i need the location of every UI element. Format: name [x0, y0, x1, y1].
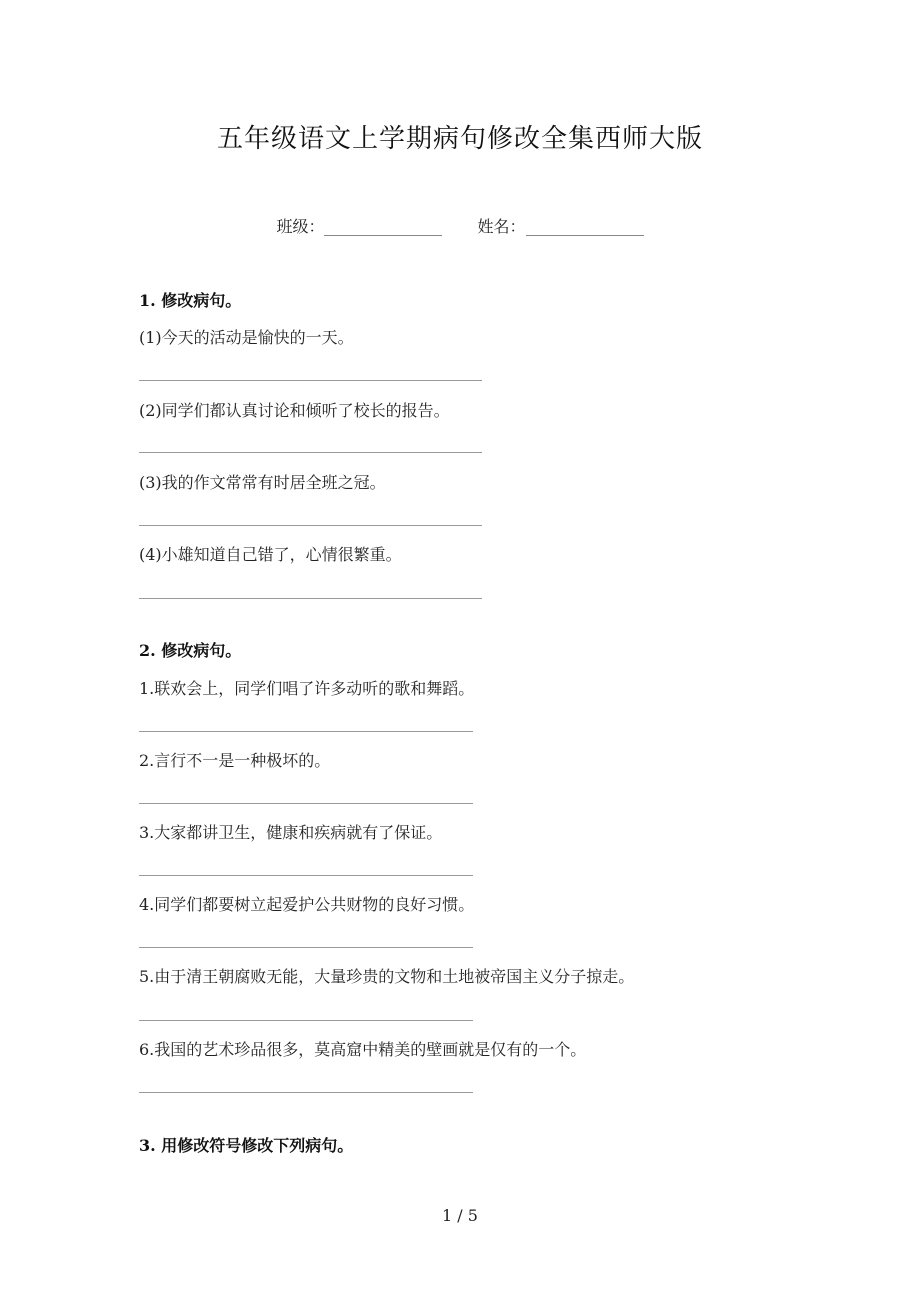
question-1-3: (3)我的作文常常有时居全班之冠。 — [139, 473, 386, 492]
answer-line-1-4[interactable] — [139, 598, 482, 599]
student-info — [0, 214, 920, 237]
page-number: 1 / 5 — [442, 1206, 478, 1225]
section-2-heading: 2. 修改病句。 — [139, 641, 242, 660]
question-1-4: (4)小雄知道自己错了，心情很繁重。 — [139, 545, 402, 564]
question-1-2: (2)同学们都认真讨论和倾听了校长的报告。 — [139, 401, 450, 420]
answer-line-2-1[interactable] — [139, 731, 473, 732]
class-blank[interactable] — [324, 219, 442, 236]
question-2-1: 1.联欢会上，同学们唱了许多动听的歌和舞蹈。 — [139, 679, 475, 698]
class-label: 班级： — [276, 217, 325, 236]
name-blank[interactable] — [526, 219, 644, 236]
answer-line-2-6[interactable] — [139, 1092, 473, 1093]
answer-line-2-5[interactable] — [139, 1020, 473, 1021]
answer-line-1-3[interactable] — [139, 525, 482, 526]
question-2-2: 2.言行不一是一种极坏的。 — [139, 751, 331, 770]
name-label: 姓名： — [477, 217, 526, 236]
answer-line-1-2[interactable] — [139, 452, 482, 453]
answer-line-2-3[interactable] — [139, 875, 473, 876]
document-title: 五年级语文上学期病句修改全集西师大版 — [216, 124, 703, 154]
question-2-4: 4.同学们都要树立起爱护公共财物的良好习惯。 — [139, 895, 475, 914]
question-1-1: (1)今天的活动是愉快的一天。 — [139, 328, 354, 347]
section-1-heading: 1. 修改病句。 — [139, 291, 242, 310]
question-2-5: 5.由于清王朝腐败无能，大量珍贵的文物和土地被帝国主义分子掠走。 — [139, 967, 635, 986]
answer-line-1-1[interactable] — [139, 380, 482, 381]
section-3-heading: 3. 用修改符号修改下列病句。 — [139, 1136, 354, 1155]
answer-line-2-2[interactable] — [139, 803, 473, 804]
question-2-3: 3.大家都讲卫生，健康和疾病就有了保证。 — [139, 823, 443, 842]
answer-line-2-4[interactable] — [139, 947, 473, 948]
question-2-6: 6.我国的艺术珍品很多，莫高窟中精美的壁画就是仅有的一个。 — [139, 1040, 587, 1059]
